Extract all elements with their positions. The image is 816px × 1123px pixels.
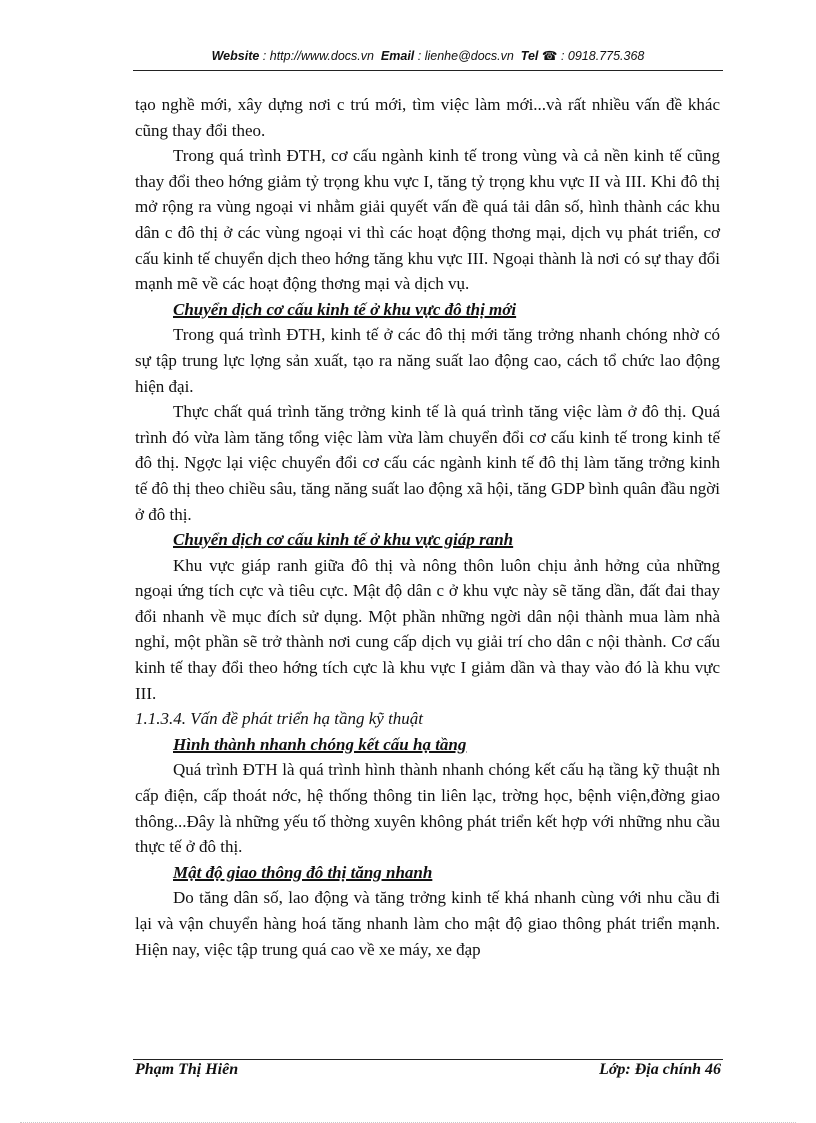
document-body [135, 92, 720, 962]
subheading: Mật độ giao thông đô thị tăng nhanh [173, 862, 433, 882]
email-value: : lienhe@docs.vn [417, 49, 514, 63]
paragraph: tạo nghề mới, xây dựng nơi c trú mới, tìm việc làm mới...và rất nhiều vấn đề khác cũng thay đổi theo. [135, 95, 720, 140]
paragraph: Trong quá trình ĐTH, cơ cấu ngành kinh tế trong vùng và cả nền kinh tế cũng thay đổi theo hớng giảm tỷ trọng khu vực I, tăng tỷ trọng khu vực II và III. Khi đô thị mở rộng ra vùng ngoại vi nhằm giải quyết vấn đề quá tải dân số, hình thành các khu dân c đô thị ở các vùng ngoại vi thì các hoạt động thơng mại, dịch vụ phát triển, cơ cấu kinh tế chuyển dịch theo hớng tăng khu vực III. Ngoại thành là nơi có sự thay đổi mạnh mẽ về các hoạt động thơng mại và dịch vụ. [135, 146, 720, 294]
page-header [133, 44, 723, 71]
section-heading: 1.1.3.4. Vấn đề phát triển hạ tầng kỹ thuật [135, 709, 424, 729]
subheading: Chuyển dịch cơ cấu kinh tế ở khu vực giáp ranh [173, 530, 514, 550]
paragraph: Trong quá trình ĐTH, kinh tế ở các đô thị mới tăng trởng nhanh chóng nhờ có sự tập trung lực lợng sản xuất, tạo ra năng suất lao động cao, cách tổ chức lao động hiện đại. [135, 325, 720, 396]
paragraph: Khu vực giáp ranh giữa đô thị và nông thôn luôn chịu ảnh hởng của những ngoại ứng tích cực và tiêu cực. Mật độ dân c ở khu vực này sẽ tăng dần, đất đai thay đổi nhanh về mục đích sử dụng. Một phần những ngời dân nội thành mua làm nhà nghỉ, một phần sẽ trở thành nơi cung cấp dịch vụ giải trí cho dân c nội thành. Cơ cấu kinh tế thay đổi theo hớng tích cực là khu vực I giảm dần và thay vào đó là khu vực III. [135, 555, 720, 703]
tel-value: : 0918.775.368 [560, 49, 645, 63]
website-value: : http://www.docs.vn [262, 49, 374, 63]
website-label: Website [211, 49, 260, 63]
email-label: Email [380, 49, 415, 63]
phone-icon: ☎ [541, 49, 558, 63]
paragraph: Do tăng dân số, lao động và tăng trởng kinh tế khá nhanh cùng với nhu cầu đi lại và vận chuyển hàng hoá tăng nhanh làm cho mật độ giao thông phát triển mạnh. Hiện nay, việc tập trung quá cao về xe máy, xe đạp [135, 888, 720, 959]
paragraph: Thực chất quá trình tăng trởng kinh tế là quá trình tăng việc làm ở đô thị. Quá trình đó vừa làm tăng tổng việc làm vừa làm chuyển đổi cơ cấu kinh tế trong kinh tế đô thị. Ngợc lại việc chuyển đổi cơ cấu các ngành kinh tế đô thị làm tăng trởng kinh tế đô thị theo chiều sâu, tăng năng suất lao động xã hội, tăng GDP bình quân đầu ngời ở đô thị. [135, 402, 720, 524]
footer-author: Phạm Thị Hiên [135, 1061, 239, 1078]
page-footer [133, 1061, 723, 1085]
subheading: Chuyển dịch cơ cấu kinh tế ở khu vực đô thị mới [173, 299, 517, 319]
footer-class: Lớp: Địa chính 46 [599, 1061, 721, 1078]
subheading: Hình thành nhanh chóng kết cấu hạ tầng [173, 734, 467, 754]
tel-label: Tel [520, 49, 539, 63]
paragraph: Quá trình ĐTH là quá trình hình thành nhanh chóng kết cấu hạ tầng kỹ thuật nh cấp điện, cấp thoát nớc, hệ thống thông tin liên lạc, trờng học, bệnh viện,đờng giao thông...Đây là những yếu tố thờng xuyên không phát triển kết hợp với những nhu cầu thực tế ở đô thị. [135, 760, 720, 857]
footer-divider [133, 1059, 723, 1060]
